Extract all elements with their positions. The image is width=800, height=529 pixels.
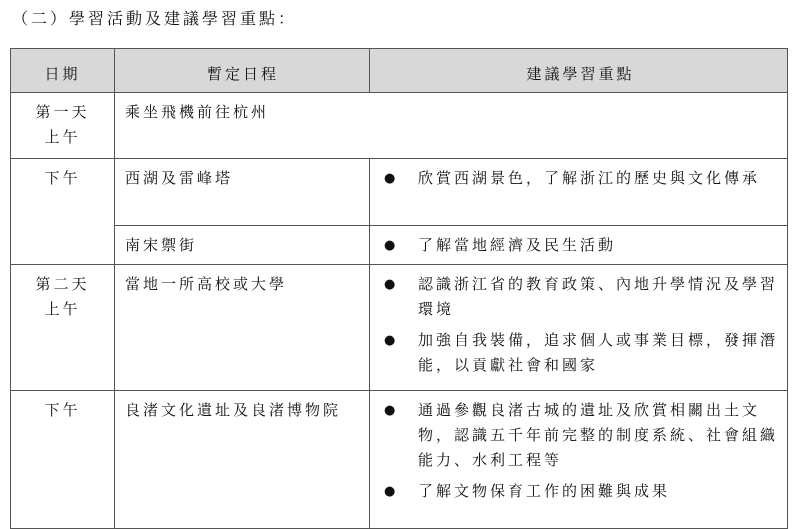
list-item <box>382 233 779 258</box>
activity-text: 乘坐飛機前往杭州 <box>125 103 270 121</box>
learning-points-list <box>382 272 779 378</box>
learning-points-cell <box>370 226 788 265</box>
activity-text: 當地一所高校或大學 <box>125 275 288 293</box>
learning-points-cell <box>370 265 788 391</box>
date-period: 下午 <box>44 401 81 419</box>
activity-text: 良渚文化遺址及良渚博物院 <box>125 401 342 419</box>
header-schedule: 暫定日程 <box>115 49 370 93</box>
activity-text: 南宋禦街 <box>125 236 198 254</box>
section-heading: （二）學習活動及建議學習重點： <box>12 9 298 28</box>
schedule-table <box>10 48 788 529</box>
list-item <box>382 398 779 473</box>
date-cell <box>11 265 115 391</box>
activity-cell <box>115 265 370 391</box>
header-date: 日期 <box>11 49 115 93</box>
learning-points-list <box>382 233 779 258</box>
date-cell <box>11 159 115 265</box>
bullet-icon: ● <box>384 403 399 418</box>
date-period: 上午 <box>44 128 81 146</box>
date-period: 下午 <box>44 169 81 187</box>
learning-point-text: 了解當地經濟及民生活動 <box>418 236 617 254</box>
learning-point-text: 欣賞西湖景色，了解浙江的歷史與文化傳承 <box>418 169 761 187</box>
list-item <box>382 166 779 191</box>
list-item <box>382 479 779 504</box>
bullet-icon: ● <box>384 277 399 292</box>
bullet-icon: ● <box>384 333 399 348</box>
table-row <box>11 226 788 265</box>
learning-point-text: 加強自我裝備，追求個人或事業目標，發揮潛能，以貢獻社會和國家 <box>418 331 779 374</box>
date-period: 上午 <box>44 300 81 318</box>
bullet-icon: ● <box>384 484 399 499</box>
table-header-row <box>11 49 788 93</box>
list-item <box>382 328 779 378</box>
date-cell <box>11 93 115 159</box>
activity-cell <box>115 159 370 226</box>
learning-point-text: 了解文物保育工作的困難與成果 <box>418 482 671 500</box>
learning-points-cell <box>370 391 788 529</box>
learning-point-text: 認識浙江省的教育政策、內地升學情況及學習環境 <box>418 275 779 318</box>
table-row <box>11 265 788 391</box>
date-day: 第一天 <box>35 103 90 121</box>
table-row <box>11 391 788 529</box>
list-item <box>382 272 779 322</box>
activity-cell <box>115 93 788 159</box>
activity-text: 西湖及雷峰塔 <box>125 169 234 187</box>
learning-points-cell <box>370 159 788 226</box>
learning-points-list <box>382 166 779 191</box>
activity-cell <box>115 391 370 529</box>
learning-point-text: 通過參觀良渚古城的遺址及欣賞相關出土文物，認識五千年前完整的制度系統、社會組織能力、水利工程等 <box>418 401 779 469</box>
date-cell <box>11 391 115 529</box>
table-row <box>11 159 788 226</box>
bullet-icon: ● <box>384 238 399 253</box>
date-day: 第二天 <box>35 275 90 293</box>
table-row <box>11 93 788 159</box>
learning-points-list <box>382 398 779 504</box>
header-learning-points: 建議學習重點 <box>370 49 788 93</box>
activity-cell <box>115 226 370 265</box>
bullet-icon: ● <box>384 171 399 186</box>
